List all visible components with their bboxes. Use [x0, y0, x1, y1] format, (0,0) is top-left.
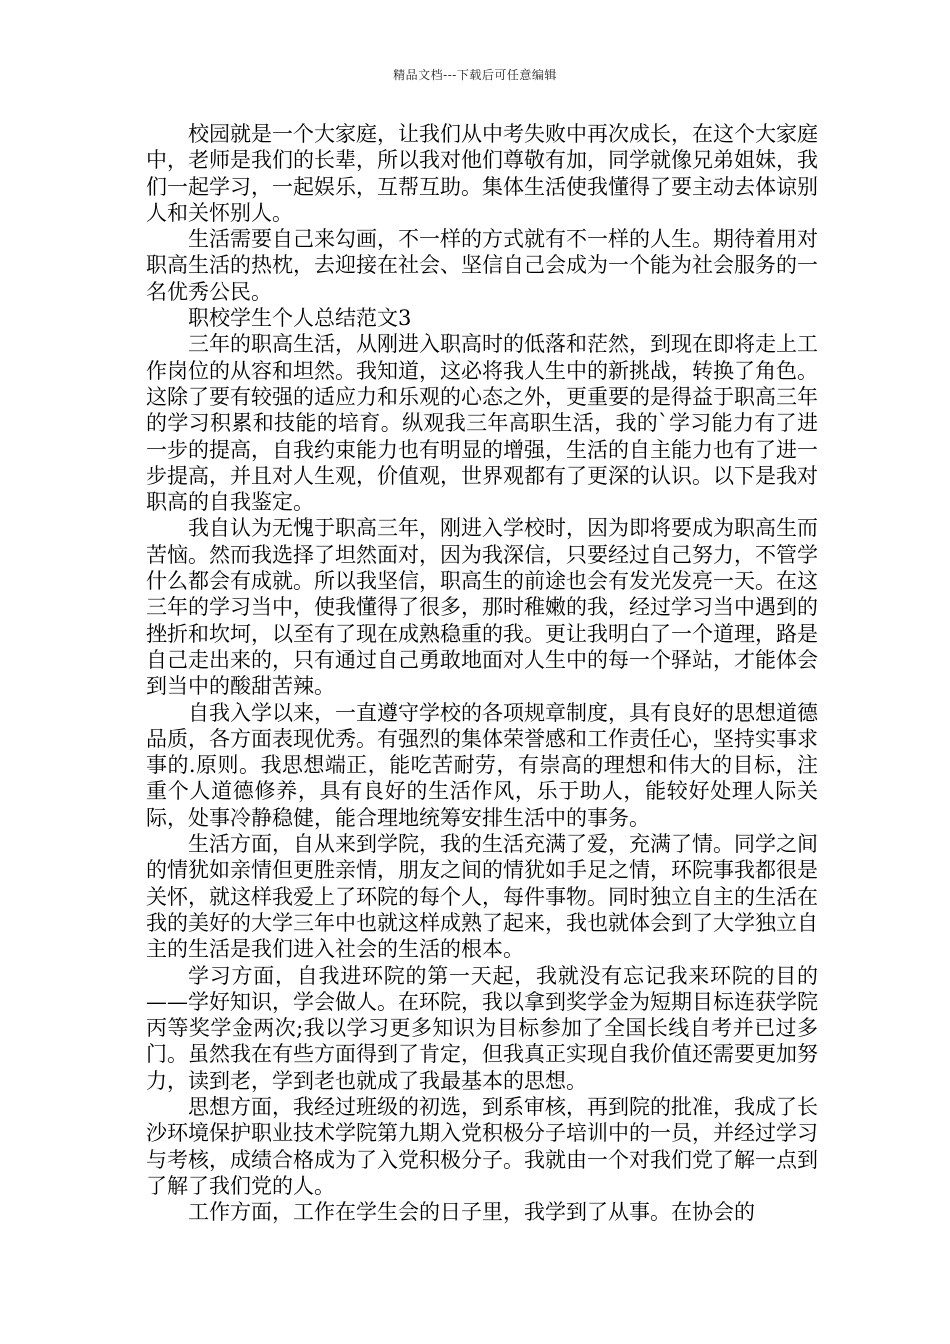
- paragraph-9: 工作方面，工作在学生会的日子里，我学到了从事。在协会的: [188, 1200, 755, 1225]
- page-header: 精品文档---下载后可任意编辑: [393, 68, 557, 82]
- paragraph-7: 学习方面，自我进环院的第一天起，我就没有忘记我来环院的目的——学好知识，学会做人。在环院，我以拿到奖学金为短期目标连获学院丙等奖学金两次;我以学习更多知识为目标参加了全国长线自考并已过多门。虽然我在有些方面得到了肯定，但我真正实现自我价值还需要更加努力，读到老，学到老也就成了我最基本的思想。: [146, 963, 818, 1093]
- paragraph-3: 三年的职高生活，从刚进入职高时的低落和茫然，到现在即将走上工作岗位的从容和坦然。我知道，这必将我人生中的新挑战，转换了角色。这除了要有较强的适应力和乐观的心态之外，更重要的是得益于职高三年的学习积累和技能的培育。纵观我三年高职生活，我的`学习能力有了进一步的提高，自我约束能力也有明显的增强，生活的自主能力也有了进一步提高，并且对人生观，价值观，世界观都有了更深的认识。以下是我对职高的自我鉴定。: [146, 332, 818, 515]
- paragraph-5: 自我入学以来，一直遵守学校的各项规章制度，具有良好的思想道德品质，各方面表现优秀。有强烈的集体荣誉感和工作责任心，坚持实事求事的.原则。我思想端正，能吃苦耐劳，有崇高的理想和伟大的目标，注重个人道德修养，具有良好的生活作风，乐于助人，能较好处理人际关际，处事冷静稳健，能合理地统筹安排生活中的事务。: [146, 700, 818, 830]
- paragraph-2: 生活需要自己来勾画，不一样的方式就有不一样的人生。期待着用对职高生活的热枕，去迎接在社会、坚信自己会成为一个能为社会服务的一名优秀公民。: [146, 227, 818, 304]
- section-title: 职校学生个人总结范文3: [188, 306, 412, 331]
- paragraph-4: 我自认为无愧于职高三年，刚进入学校时，因为即将要成为职高生而苦恼。然而我选择了坦然面对，因为我深信，只要经过自己努力，不管学什么都会有成就。所以我坚信，职高生的前途也会有发光发亮一天。在这三年的学习当中，使我懂得了很多，那时稚嫩的我，经过学习当中遇到的挫折和坎坷，以至有了现在成熟稳重的我。更让我明白了一个道理，路是自己走出来的，只有通过自己勇敢地面对人生中的每一个驿站，才能体会到当中的酸甜苦辣。: [146, 516, 818, 699]
- document-body: [146, 121, 818, 1225]
- paragraph-1: 校园就是一个大家庭，让我们从中考失败中再次成长，在这个大家庭中，老师是我们的长辈，所以我对他们尊敬有加，同学就像兄弟姐妹，我们一起学习，一起娱乐，互帮互助。集体生活使我懂得了要主动去体谅别人和关怀别人。: [146, 122, 818, 225]
- paragraph-6: 生活方面，自从来到学院，我的生活充满了爱，充满了情。同学之间的情犹如亲情但更胜亲情，朋友之间的情犹如手足之情，环院事我都很是关怀，就这样我爱上了环院的每个人，每件事物。同时独立自主的生活在我的美好的大学三年中也就这样成熟了起来，我也就体会到了大学独立自主的生活是我们进入社会的生活的根本。: [146, 832, 818, 962]
- paragraph-8: 思想方面，我经过班级的初选，到系审核，再到院的批准，我成了长沙环境保护职业技术学院第九期入党积极分子培训中的一员，并经过学习与考核，成绩合格成为了入党积极分子。我就由一个对我们党了解一点到了解了我们党的人。: [146, 1094, 818, 1198]
